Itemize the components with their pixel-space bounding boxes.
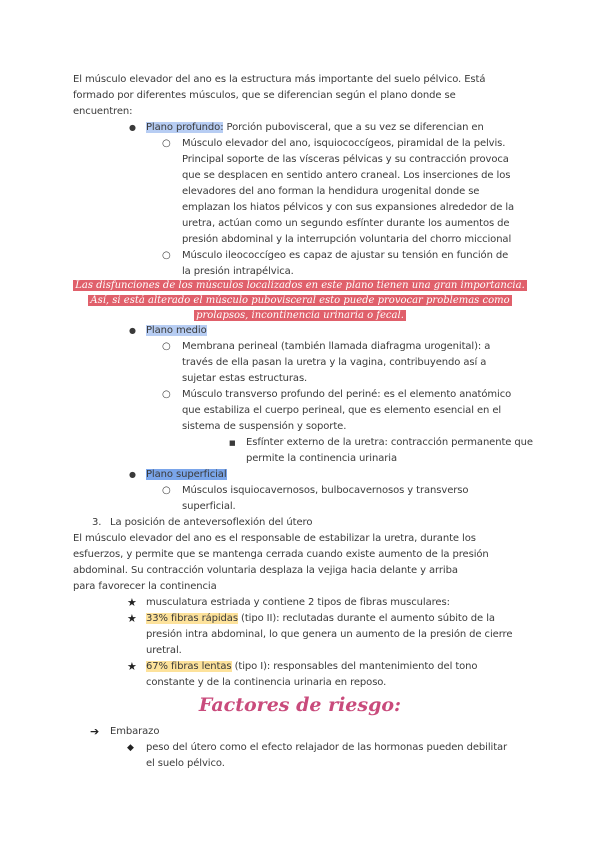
plano-medio-item xyxy=(146,324,207,338)
plano-profundo-label: Plano profundo: xyxy=(146,122,224,133)
profundo-item1-line: que se desplacen en sentido antero craneal. Los inserciones de los xyxy=(182,170,511,181)
profundo-item2-line: Músculo ileococcígeo es capaz de ajustar su tensión en función de xyxy=(182,250,509,261)
warning-line-1: Las disfunciones de los músculos localizados en este plano tienen una gran importancia. xyxy=(75,280,525,291)
bullet-square: ■ xyxy=(229,439,236,447)
risk-sub-line: el suelo pélvico. xyxy=(146,758,225,769)
profundo-item1-line: uretra, actúan como un segundo esfínter durante los aumentos de xyxy=(182,218,510,229)
plano-superficial-label: Plano superficial xyxy=(146,469,227,480)
bullet-circle: ○ xyxy=(162,341,171,352)
star-icon: ★ xyxy=(127,660,137,673)
risk-sub-line: peso del útero como el efecto relajador de las hormonas pueden debilitar xyxy=(146,742,508,753)
intro-line-3: encuentren: xyxy=(73,106,133,117)
bullet-circle: ○ xyxy=(162,138,171,149)
section-3-para-line: esfuerzos, y permite que se mantenga cerrada cuando existe aumento de la presión xyxy=(73,549,489,560)
section-3-title: La posición de anteversoflexión del útero xyxy=(110,517,313,528)
warning-line-2: Así, si está alterado el músculo pubovisceral esto puede provocar problemas como xyxy=(90,295,510,306)
plano-profundo-text: Porción pubovisceral, que a su vez se diferencian en xyxy=(223,122,484,133)
star-item-3: 67% fibras lentas (tipo I): responsables del mantenimiento del tono xyxy=(146,661,478,672)
intro-line-2: formado por diferentes músculos, que se diferencian según el plano donde se xyxy=(73,90,456,101)
section-3-para-line: para favorecer la continencia xyxy=(73,581,217,592)
risk-factors-heading: Factores de riesgo: xyxy=(198,694,402,716)
medio-item2-line: sistema de suspensión y soporte. xyxy=(182,421,347,432)
bullet-circle: ○ xyxy=(162,485,171,496)
profundo-item1-line: presión abdominal y la interrupción voluntaria del chorro miccional xyxy=(182,234,512,245)
star-item-2-line: uretral. xyxy=(146,645,182,656)
profundo-item1-line: Principal soporte de las vísceras pélvicas y su contracción provoca xyxy=(182,154,509,165)
fast-fibers-highlight: 33% fibras rápidas xyxy=(146,613,238,624)
star-item-2: 33% fibras rápidas (tipo II): reclutadas durante el aumento súbito de la xyxy=(146,613,495,624)
superficial-item1-line: Músculos isquiocavernosos, bulbocavernosos y transverso xyxy=(182,485,469,496)
profundo-item2-line: la presión intrapélvica. xyxy=(182,266,294,277)
star-icon: ★ xyxy=(127,612,137,625)
medio-item1-line: Membrana perineal (también llamada diafragma urogenital): a xyxy=(182,341,491,352)
medio-sub-line: Esfínter externo de la uretra: contracción permanente que xyxy=(246,437,533,448)
profundo-item1-line: elevadores del ano forman la hendidura urogenital donde se xyxy=(182,186,480,197)
star-icon: ★ xyxy=(127,596,137,609)
superficial-item1-line: superficial. xyxy=(182,501,236,512)
medio-item1-line: sujetar estas estructuras. xyxy=(182,373,308,384)
bullet-dot: ● xyxy=(129,326,136,335)
medio-item2-line: Músculo transverso profundo del periné: es el elemento anatómico xyxy=(182,389,512,400)
slow-fibers-highlight: 67% fibras lentas xyxy=(146,661,232,672)
plano-medio-label: Plano medio xyxy=(146,325,207,336)
star-item-2-line: presión intra abdominal, lo que genera un aumento de la presión de cierre xyxy=(146,629,513,640)
star-item-3-line: constante y de la continencia urinaria en reposo. xyxy=(146,677,387,688)
profundo-item1-line: Músculo elevador del ano, isquiococcígeos, piramidal de la pelvis. xyxy=(182,138,506,149)
section-3-para-line: El músculo elevador del ano es el responsable de estabilizar la uretra, durante los xyxy=(73,533,476,544)
bullet-dot: ● xyxy=(129,470,136,479)
warning-line-3: prolapsos, incontinencia urinaria o fecal. xyxy=(196,310,404,321)
star-item-1: musculatura estriada y contiene 2 tipos de fibras musculares: xyxy=(146,597,450,608)
profundo-item1-line: emplazan los hiatos pélvicos y con sus expansiones alrededor de la xyxy=(182,202,515,213)
section-3-para-line: abdominal. Su contracción voluntaria desplaza la vejiga hacia delante y arriba xyxy=(73,565,458,576)
bullet-circle: ○ xyxy=(162,389,171,400)
plano-superficial-item xyxy=(146,468,227,482)
intro-line-1: El músculo elevador del ano es la estructura más importante del suelo pélvico. Está xyxy=(73,74,486,85)
medio-sub-line: permite la continencia urinaria xyxy=(246,453,397,464)
diamond-icon: ◆ xyxy=(127,743,134,753)
plano-profundo-item xyxy=(146,121,484,135)
bullet-dot: ● xyxy=(129,123,136,132)
medio-item1-line: través de ella pasan la uretra y la vagina, contribuyendo así a xyxy=(182,357,487,368)
arrow-right-icon: ➔ xyxy=(90,725,100,738)
bullet-circle: ○ xyxy=(162,250,171,261)
risk-item-embarazo: Embarazo xyxy=(110,726,160,737)
section-3-number: 3. xyxy=(92,517,102,528)
medio-item2-line: que estabiliza el cuerpo perineal, que es elemento esencial en el xyxy=(182,405,502,416)
